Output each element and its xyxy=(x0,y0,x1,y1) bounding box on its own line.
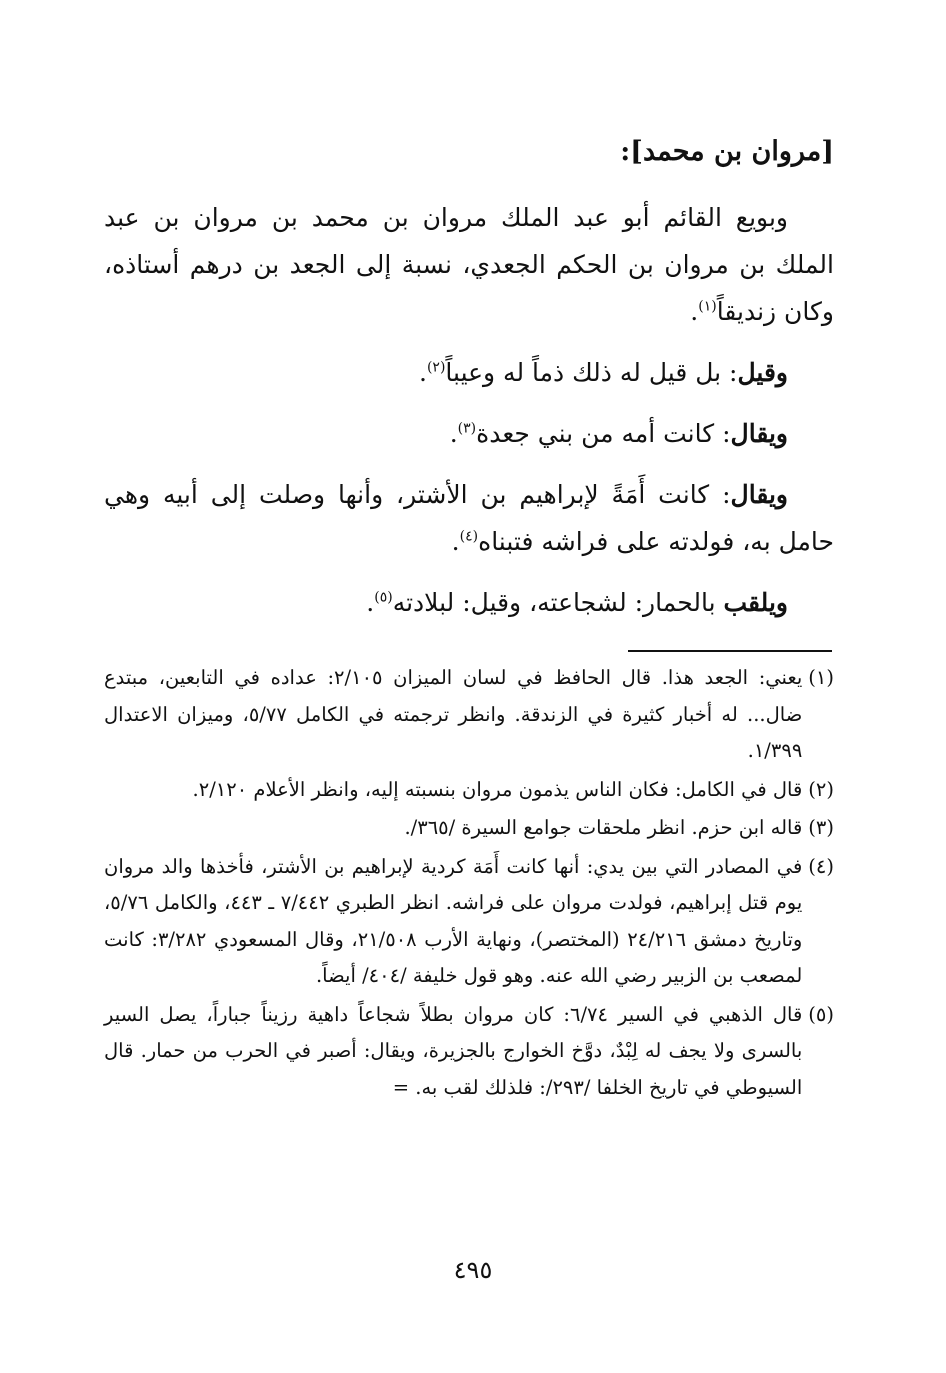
paragraph-text: : كانت أَمَةً لإبراهيم بن الأشتر، وأنها وصلت إلى أبيه وهي حامل به، فولدته على فراشه فتبناه xyxy=(104,480,834,556)
paragraph xyxy=(104,349,834,396)
footnote-text: قال الذهبي في السير ٦/٧٤: كان مروان بطلاً شجاعاً داهية رزيناً جباراً، يصل السير بالسرى ولا يجف له لِبْدٌ، دوَّخ الخوارج بالجزيرة، ويقال: أصبر في الحرب من حمار. قال السيوطي في تاريخ الخلفا /٢٩٣/: فلذلك لقب به. = xyxy=(104,1002,803,1099)
footnote-number: (٣) xyxy=(808,816,834,839)
footnote xyxy=(104,849,834,995)
footnote xyxy=(104,997,834,1107)
section-heading: [مروان بن محمد]: xyxy=(620,136,834,167)
paragraph-end: . xyxy=(366,588,375,617)
paragraph xyxy=(104,410,834,457)
footnote-text: قاله ابن حزم. انظر ملحقات جوامع السيرة /٣٦٥/. xyxy=(404,816,803,839)
footnote xyxy=(104,660,834,770)
page-number: ٤٩٥ xyxy=(453,1256,493,1284)
footnote-number: (١) xyxy=(808,666,834,689)
paragraph-lead: ويقال xyxy=(730,419,788,448)
paragraph xyxy=(104,194,834,335)
paragraph-lead: وقيل xyxy=(737,358,788,387)
footnote-ref[interactable]: (٤) xyxy=(459,528,479,545)
footnote-text: قال في الكامل: فكان الناس يذمون مروان بنسبته إليه، وانظر الأعلام ٢/١٢٠. xyxy=(192,777,803,801)
paragraph-text: وبويع القائم أبو عبد الملك مروان بن محمد بن مروان بن عبد الملك بن مروان بن الحكم الجعدي، نسبة إلى الجعد بن درهم أستاذه، وكان زنديقاً xyxy=(104,203,834,326)
footnote xyxy=(104,810,834,847)
footnote-number: (٢) xyxy=(808,777,834,801)
footnote-text: في المصادر التي بين يدي: أنها كانت أَمَة كردية لإبراهيم بن الأشتر، فأخذها والد مروان يوم قتل إبراهيم، فولدت مروان على فراشه. انظر الطبري ٧/٤٤٢ ـ ٤٤٣، والكامل ٥/٧٦، وتاريخ دمشق ٢٤/٢١٦ (المختصر)، ونهاية الأرب ٢١/٥٠٨، وقال المسعودي ٣/٢٨٢: كانت لمصعب بن الزبير رضي الله عنه. وهو قول خليفة /٤٠٤/ أيضاً. xyxy=(104,854,803,987)
footnote-ref[interactable]: (٥) xyxy=(374,589,393,606)
paragraph-end: . xyxy=(690,297,699,326)
footnotes xyxy=(104,660,834,1108)
footnote-number: (٥) xyxy=(808,1002,834,1026)
footnote-ref[interactable]: (٢) xyxy=(426,359,446,376)
paragraph-text: بالحمار: لشجاعته، وقيل: لبلادته xyxy=(392,588,724,617)
paragraph xyxy=(104,579,834,626)
paragraph xyxy=(104,471,834,565)
paragraph-end: . xyxy=(418,358,427,387)
footnote-ref[interactable]: (١) xyxy=(698,298,717,315)
paragraph-lead: ويقال xyxy=(730,480,788,509)
footnote xyxy=(104,772,834,809)
main-text xyxy=(104,128,834,640)
footnote-separator xyxy=(628,650,832,652)
paragraph-end: . xyxy=(449,419,458,448)
paragraph-end: . xyxy=(451,527,460,556)
footnote-number: (٤) xyxy=(808,854,834,878)
paragraph-text: : بل قيل له ذلك ذماً له وعيباً xyxy=(445,358,738,387)
paragraph-text: : كانت أمه من بني جعدة xyxy=(476,419,731,448)
footnote-text: يعني: الجعد هذا. قال الحافظ في لسان الميزان ٢/١٠٥: عداده في التابعين، مبتدع ضال... له أخبار كثيرة في الزندقة. وانظر ترجمته في الكامل ٥/٧٧، وميزان الاعتدال ١/٣٩٩. xyxy=(104,666,803,762)
footnote-ref[interactable]: (٣) xyxy=(457,420,477,437)
paragraph-lead: ويلقب xyxy=(723,588,788,617)
